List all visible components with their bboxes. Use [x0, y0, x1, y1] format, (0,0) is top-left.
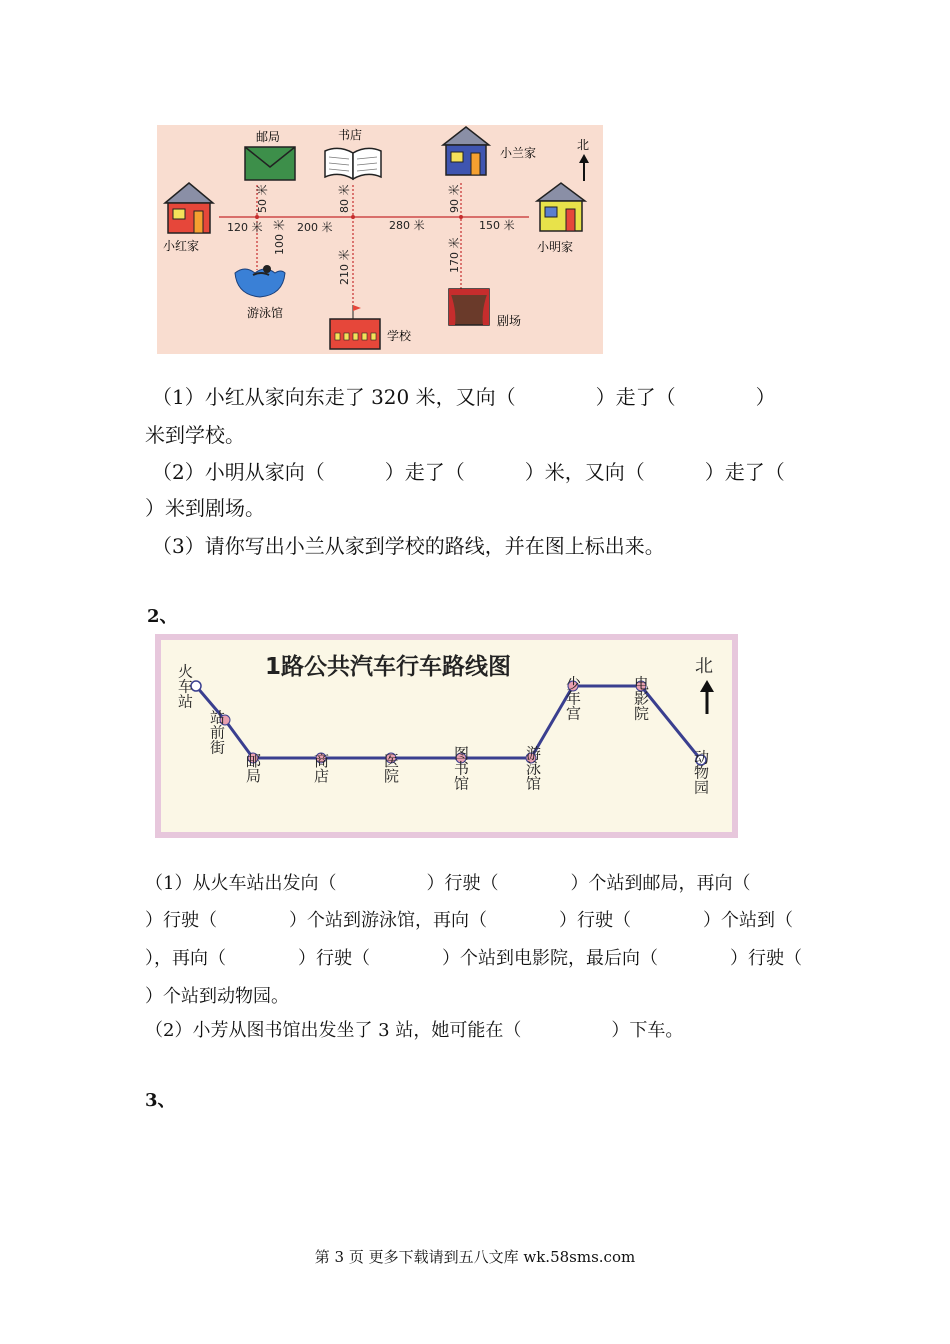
q2-line-4: ）个站到动物园。: [145, 986, 289, 1007]
label-school: 学校: [387, 329, 412, 343]
station-post-office: 邮局: [244, 753, 262, 783]
distance-280: 280 米: [389, 219, 425, 232]
page-footer: 第 3 页 更多下载请到五八文库 wk.58sms.com: [314, 1248, 636, 1266]
envelope-icon: [245, 147, 295, 180]
label-xiaoming-home: 小明家: [537, 240, 574, 254]
q2-line-1: （1）从火车站出发向（ ）行驶（ ）个站到邮局，再向（: [145, 873, 751, 894]
distance-200: 200 米: [297, 221, 333, 234]
label-xiaolan-home: 小兰家: [500, 146, 537, 160]
theater-curtain-icon: [449, 289, 489, 325]
q1-line-1: （1）小红从家向东走了 320 米，又向（ ）走了（ ）: [152, 385, 776, 409]
bus-route-map: [155, 634, 738, 838]
label-north: 北: [577, 138, 590, 152]
station-cinema: 电影院: [632, 675, 650, 721]
station-youth-palace: 少年宫: [564, 675, 582, 721]
station-swimming-pool: 游泳馆: [524, 745, 542, 791]
label-swimming-pool: 游泳馆: [247, 306, 284, 320]
distance-170: 170 米: [448, 237, 461, 273]
direction-map: [157, 125, 603, 354]
bus-map-north-label: 北: [695, 656, 713, 677]
label-xiaohong-home: 小红家: [163, 239, 200, 253]
section-2-label: 2、: [147, 606, 178, 627]
q2-line-2: ）行驶（ ）个站到游泳馆，再向（ ）行驶（ ）个站到（: [145, 910, 793, 931]
station-shop: 商店: [312, 753, 330, 783]
distance-80: 80 米: [338, 184, 351, 213]
q1-line-5: （3）请你写出小兰从家到学校的路线，并在图上标出来。: [152, 534, 665, 558]
label-bookstore: 书店: [338, 128, 363, 142]
distance-90: 90 米: [448, 184, 461, 213]
q2-line-3: ），再向（ ）行驶（ ）个站到电影院，最后向（ ）行驶（: [145, 948, 802, 969]
label-post-office: 邮局: [256, 130, 281, 144]
q1-line-2: 米到学校。: [145, 423, 245, 447]
q1-line-3: （2）小明从家向（ ）走了（ ）米，又向（ ）走了（: [152, 460, 785, 484]
section-3-label: 3、: [145, 1090, 176, 1111]
station-train: 火车站: [176, 663, 194, 709]
distance-50: 50 米: [256, 184, 269, 213]
station-zoo: 动物园: [692, 749, 710, 795]
station-zhanqianjie: 站前街: [208, 709, 226, 755]
distance-100: 100 米: [273, 219, 286, 255]
book-icon: [325, 148, 381, 179]
distance-210: 210 米: [338, 249, 351, 285]
q2-line-5: （2）小芳从图书馆出发坐了 3 站，她可能在（ ）下车。: [145, 1020, 684, 1041]
q1-line-4: ）米到剧场。: [145, 496, 265, 520]
distance-150: 150 米: [479, 219, 515, 232]
station-library: 图书馆: [452, 745, 470, 791]
station-hospital: 医院: [382, 753, 400, 783]
label-theater: 剧场: [497, 314, 522, 328]
distance-120: 120 米: [227, 221, 263, 234]
bus-map-title: 1路公共汽车行车路线图: [265, 654, 512, 680]
